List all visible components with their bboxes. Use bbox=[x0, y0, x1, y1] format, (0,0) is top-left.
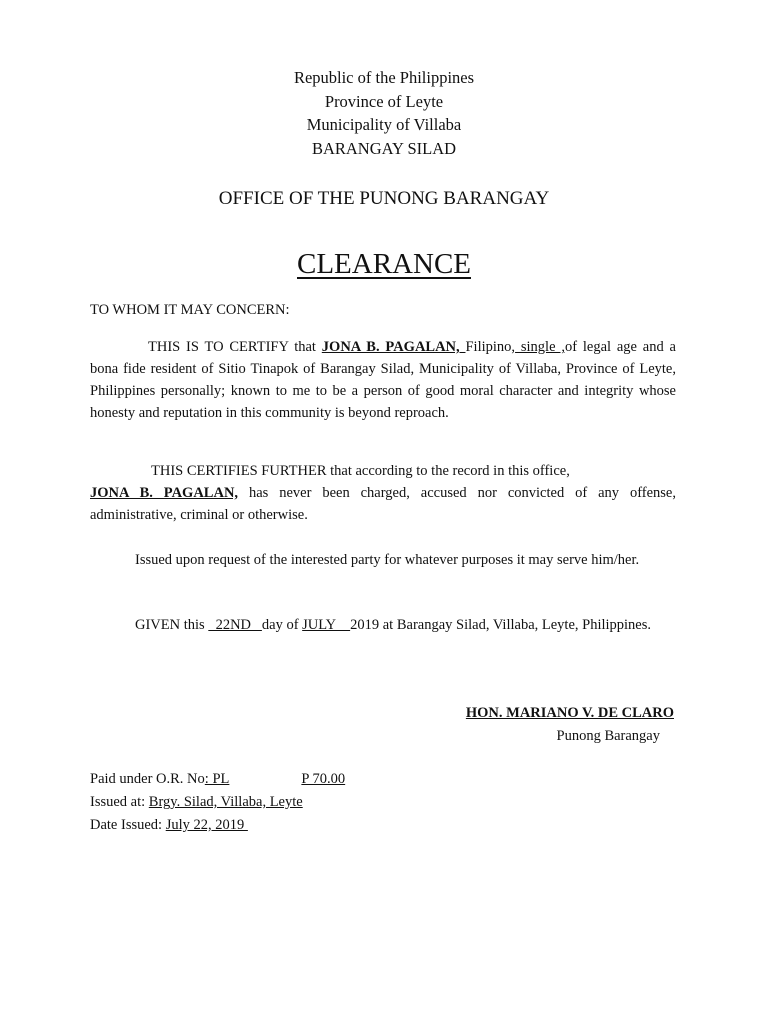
header-barangay: BARANGAY SILAD bbox=[311, 138, 457, 158]
p2-lead: THIS CERTIFIES FURTHER that according to the record in this office, bbox=[151, 463, 570, 479]
document-header bbox=[0, 66, 768, 160]
header-province: Province of Leyte bbox=[324, 91, 444, 111]
header-municipality: Municipality of Villaba bbox=[306, 115, 462, 134]
or-amount: P 70.00 bbox=[301, 771, 346, 787]
issued-at-line bbox=[90, 791, 345, 814]
or-value-group bbox=[205, 771, 345, 787]
further-certification-paragraph bbox=[90, 460, 676, 526]
header-republic: Republic of the Philippines bbox=[293, 68, 475, 87]
p1-lead: THIS IS TO CERTIFY that bbox=[148, 339, 322, 355]
signatory-position: Punong Barangay bbox=[556, 728, 660, 744]
p4-rest: 2019 at Barangay Silad, Villaba, Leyte, Philippines. bbox=[350, 617, 652, 633]
date-issued-line bbox=[90, 814, 345, 837]
or-label: Paid under O.R. No bbox=[90, 771, 205, 787]
p4-day-of: day of bbox=[261, 617, 303, 633]
p1-civil-status: single , bbox=[515, 339, 565, 355]
certification-paragraph bbox=[90, 336, 676, 424]
p4-month: JULY bbox=[302, 617, 351, 633]
date-issued-value: July 22, 2019 bbox=[165, 817, 248, 833]
given-paragraph bbox=[90, 614, 676, 636]
request-paragraph: Issued upon request of the interested party for whatever purposes it may serve him/her. bbox=[135, 552, 640, 568]
p2-body: has never been charged, accused nor convicted of any offense, administrative, criminal or otherwise. bbox=[90, 485, 676, 523]
issued-at-value: Brgy. Silad, Villaba, Leyte bbox=[148, 794, 303, 810]
p1-person-name: JONA B. PAGALAN, bbox=[321, 339, 466, 355]
or-value: : PL bbox=[204, 771, 230, 787]
salutation: TO WHOM IT MAY CONCERN: bbox=[90, 302, 290, 318]
p4-day: 22ND bbox=[208, 617, 262, 633]
issued-at-label: Issued at: bbox=[90, 794, 149, 810]
signature-block bbox=[380, 702, 674, 748]
p1-body: of legal age and a bona fide resident of Sitio Tinapok of Barangay Silad, Municipality of Villaba, Province of Leyte, Philippines personally; known to me to be a person of good moral character and integrity whose honesty and reputation in this community is beyond reproach. bbox=[90, 339, 676, 421]
p4-given: GIVEN this bbox=[135, 617, 209, 633]
office-heading: OFFICE OF THE PUNONG BARANGAY bbox=[218, 188, 550, 209]
signatory-name: HON. MARIANO V. DE CLARO bbox=[465, 705, 674, 721]
date-issued-label: Date Issued: bbox=[90, 817, 166, 833]
payment-details bbox=[90, 768, 345, 837]
or-line bbox=[90, 768, 345, 791]
document-title: CLEARANCE bbox=[297, 248, 471, 280]
p2-person-name: JONA B. PAGALAN, bbox=[90, 485, 239, 501]
p1-nationality: Filipino, bbox=[465, 339, 516, 355]
